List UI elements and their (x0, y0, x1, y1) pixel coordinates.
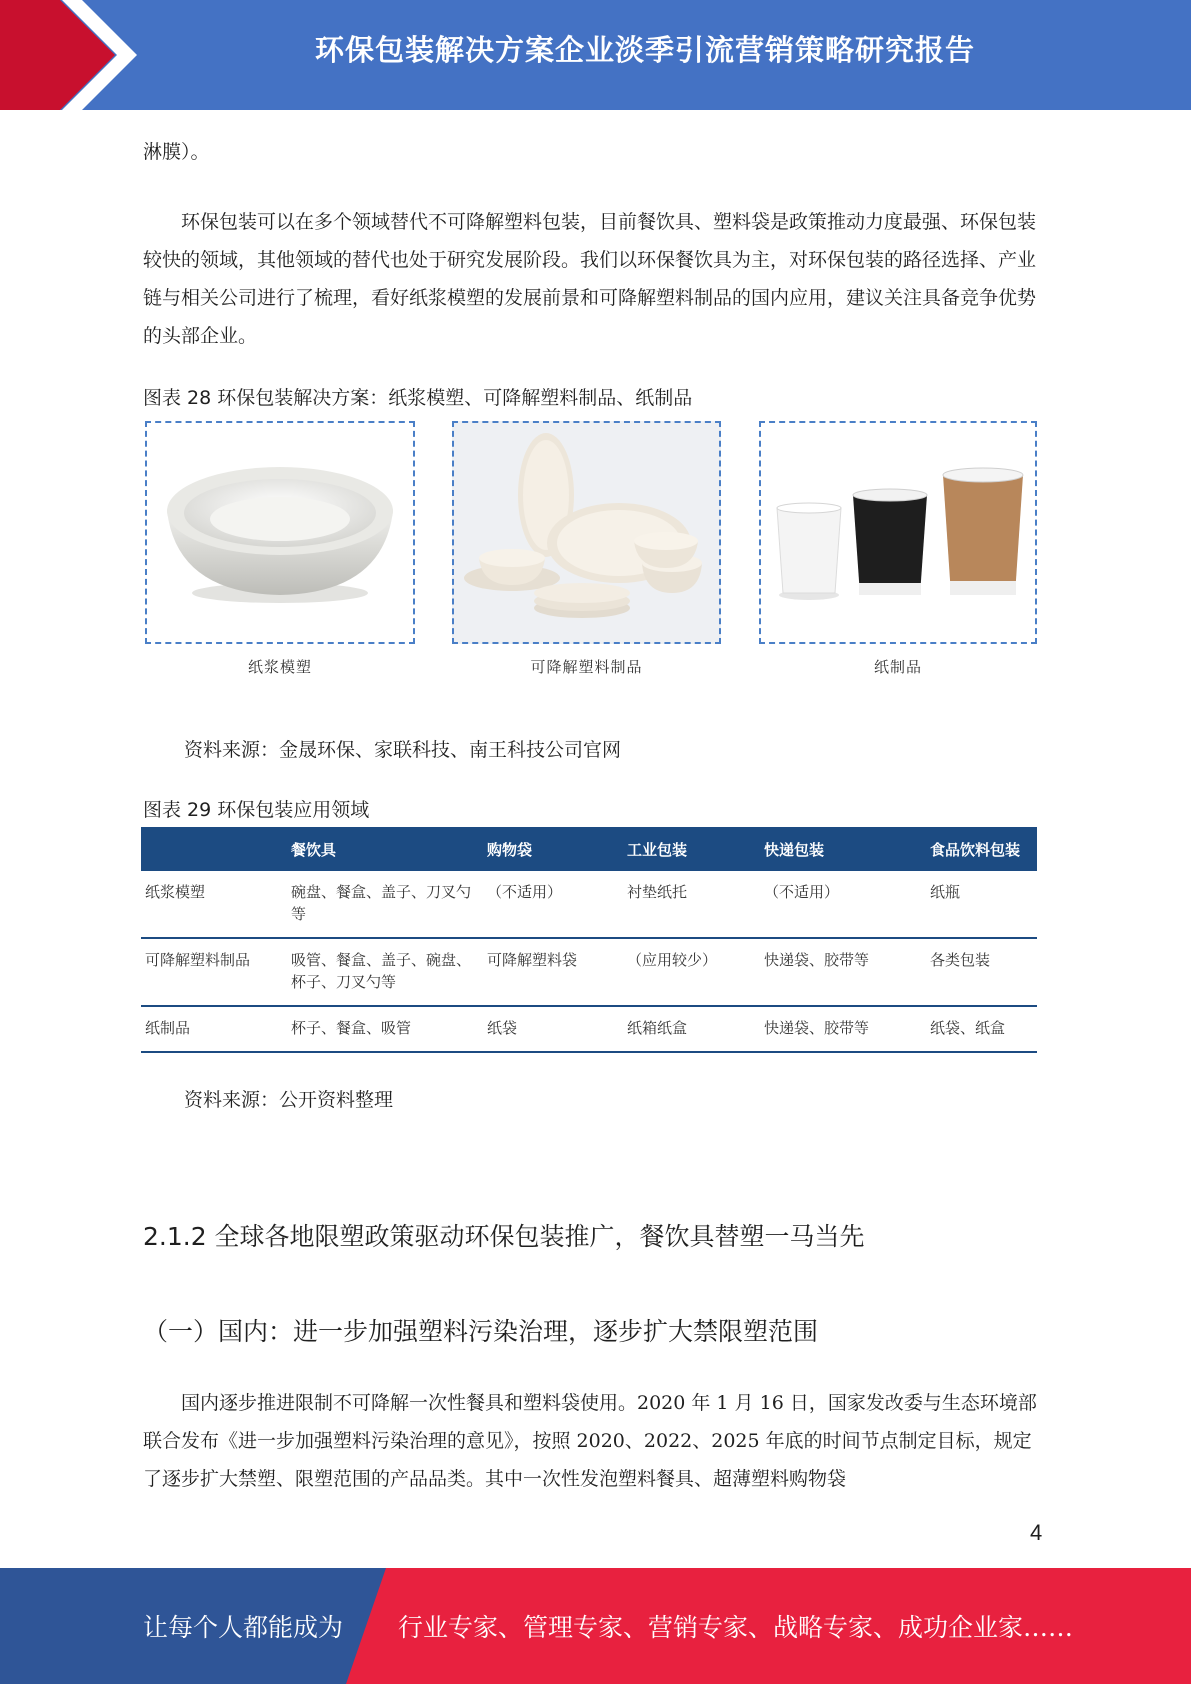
table-header-row (141, 827, 1037, 871)
table-cell: （不适用） (760, 871, 926, 938)
figure-29-source: 资料来源：公开资料整理 (184, 1089, 394, 1111)
table-cell: 可降解塑料制品 (141, 938, 287, 1006)
table-cell: 各类包装 (926, 938, 1037, 1006)
table-cell: 快递袋、胶带等 (760, 1006, 926, 1052)
table-header-cell: 购物袋 (483, 827, 623, 871)
table-header-cell: 工业包装 (623, 827, 760, 871)
footer-slogan-left: 让每个人都能成为 (143, 1613, 344, 1642)
table-cell: 纸箱纸盒 (623, 1006, 760, 1052)
table-cell: 碗盘、餐盒、盖子、刀叉勺等 (287, 871, 483, 938)
paragraph-1: 环保包装可以在多个领域替代不可降解塑料包装，目前餐饮具、塑料袋是政策推动力度最强、环保包装较快的领域，其他领域的替代也处于研究发展阶段。我们以环保餐饮具为主，对环保包装的路径选择、产业链与相关公司进行了梳理，看好纸浆模塑的发展前景和可降解塑料制品的国内应用，建议关注具备竞争优势的头部企业。 (143, 211, 1037, 347)
degradable-tableware-image (452, 421, 721, 644)
application-table (141, 827, 1037, 1053)
table-cell: 纸制品 (141, 1006, 287, 1052)
section-heading: 2.1.2 全球各地限塑政策驱动环保包装推广，餐饮具替塑一马当先 (143, 1222, 865, 1251)
page-number: 4 (1030, 1520, 1043, 1545)
figure-28-source: 资料来源：金晟环保、家联科技、南王科技公司官网 (184, 739, 622, 761)
table-cell: 纸袋、纸盒 (926, 1006, 1037, 1052)
table-header-cell: 餐饮具 (287, 827, 483, 871)
figure-28-label-1: 纸浆模塑 (247, 658, 312, 676)
table-row (141, 938, 1037, 1006)
table-cell: 快递袋、胶带等 (760, 938, 926, 1006)
footer-slogan-right: 行业专家、管理专家、营销专家、战略专家、成功企业家…… (398, 1613, 1074, 1642)
table-cell: 纸浆模塑 (141, 871, 287, 938)
table-cell: 纸袋 (483, 1006, 623, 1052)
table-cell: 纸瓶 (926, 871, 1037, 938)
continued-text: 淋膜）。 (143, 141, 210, 163)
table-row (141, 871, 1037, 938)
paper-cups-image (759, 421, 1037, 644)
table-cell: 可降解塑料袋 (483, 938, 623, 1006)
sub-heading: （一）国内：进一步加强塑料污染治理，逐步扩大禁限塑范围 (143, 1317, 819, 1346)
paragraph-2: 国内逐步推进限制不可降解一次性餐具和塑料袋使用。2020 年 1 月 16 日，国家发改委与生态环境部联合发布《进一步加强塑料污染治理的意见》，按照 2020、2022、2025 年底的时间节点制定目标，规定了逐步扩大禁塑、限塑范围的产品品类。其中一次性发泡塑料餐具、超薄塑料购物袋 (143, 1392, 1037, 1490)
report-title: 环保包装解决方案企业淡季引流营销策略研究报告 (314, 33, 975, 67)
table-cell: （应用较少） (623, 938, 760, 1006)
figure-28-caption: 图表 28 环保包装解决方案：纸浆模塑、可降解塑料制品、纸制品 (143, 387, 693, 409)
pulp-molded-bowl-image (145, 421, 415, 644)
table-header-cell (141, 827, 287, 871)
table-cell: 衬垫纸托 (623, 871, 760, 938)
figure-28-label-2: 可降解塑料制品 (530, 658, 643, 676)
table-cell: 杯子、餐盒、吸管 (287, 1006, 483, 1052)
table-header-cell: 食品饮料包装 (926, 827, 1037, 871)
table-cell: 吸管、餐盒、盖子、碗盘、杯子、刀叉勺等 (287, 938, 483, 1006)
table-header-cell: 快递包装 (760, 827, 926, 871)
figure-29-caption: 图表 29 环保包装应用领域 (143, 799, 370, 821)
figure-28-label-3: 纸制品 (873, 658, 922, 676)
header-arrow-decoration (0, 0, 150, 110)
page-header (0, 0, 1191, 110)
table-row (141, 1006, 1037, 1052)
table-cell: （不适用） (483, 871, 623, 938)
